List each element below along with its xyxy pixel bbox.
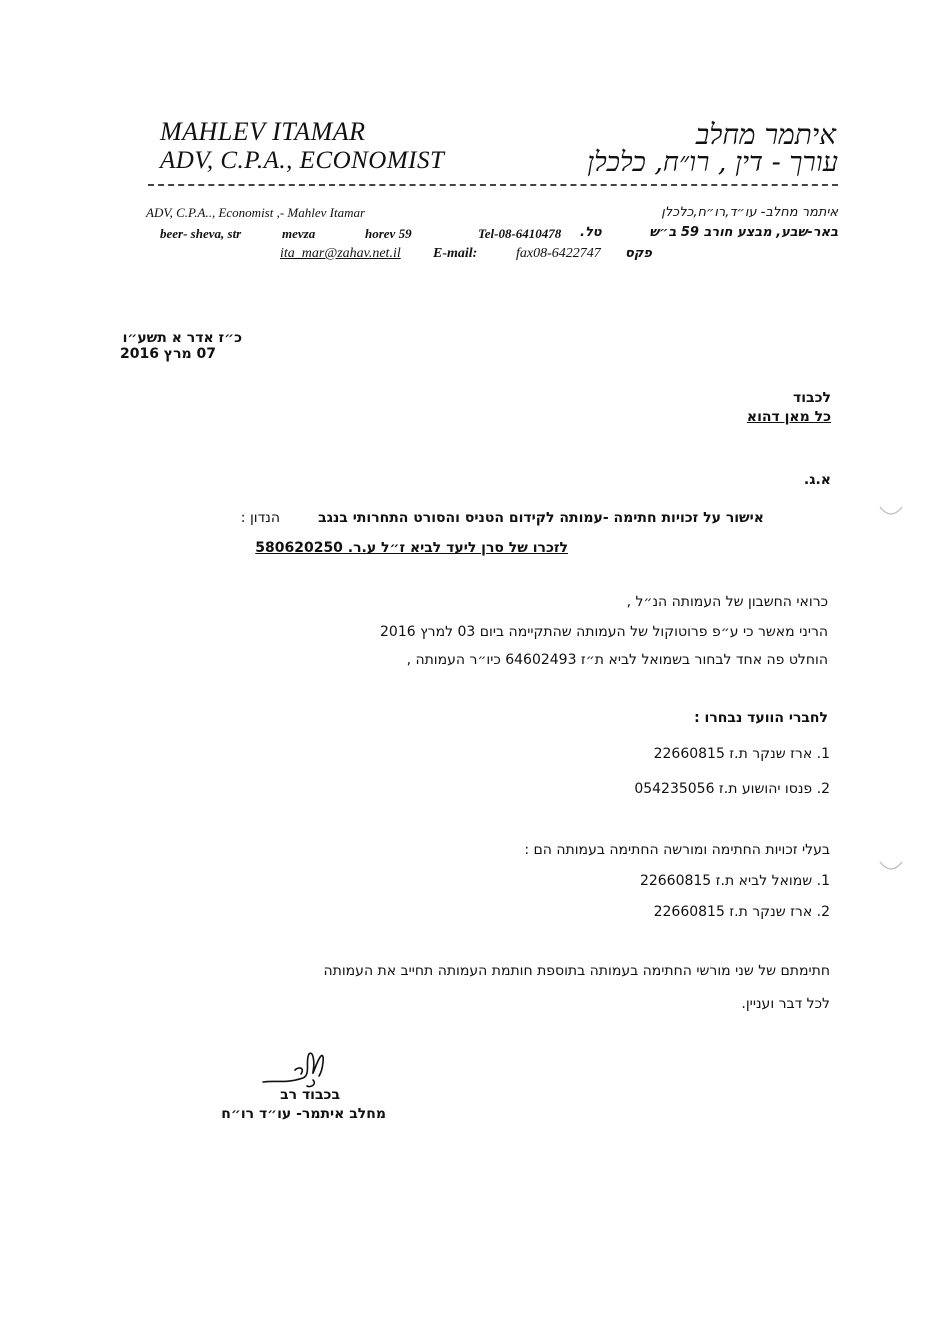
- signers-title: בעלי זכויות החתימה ומורשה החתימה בעמותה הם :: [524, 842, 830, 858]
- committee-member: 2. פנסו יהושוע ת.ז 054235056: [634, 781, 830, 797]
- body-paragraph: הריני מאשר כי ע״פ פרוטוקול של העמותה שהתקיימה ביום 03 למרץ 2016: [380, 624, 828, 640]
- signer-item: 2. ארז שנקר ת.ז 22660815: [653, 904, 830, 920]
- date-gregorian: 07 מרץ 2016: [119, 346, 216, 362]
- subject-text: אישור על זכויות חתימה -עמותה לקידום הטניס והסורט התחרותי בנגב: [318, 510, 764, 526]
- closing-line: לכל דבר ועניין.: [741, 996, 830, 1012]
- letterhead-divider: [148, 184, 838, 186]
- letterhead-name-en: MAHLEV ITAMAR: [160, 117, 366, 146]
- subject-line2: לזכרו של סרן ליעד לביא ז״ל ע.ר. 580620250: [255, 540, 568, 556]
- subject-label: הנדון :: [240, 510, 280, 526]
- date-hebrew: כ״ז אדר א תשע״ו: [122, 330, 242, 346]
- signoff-signer: מחלב איתמר- עו״ד רו״ח: [221, 1106, 386, 1122]
- signer-item: 1. שמואל לביא ת.ז 22660815: [639, 873, 830, 889]
- letterhead-title-he: עורך - דין , רו״ח, כלכלן: [587, 147, 838, 178]
- contact-phone-en: Tel-08-6410478: [478, 226, 562, 241]
- punch-hole-mark: [878, 505, 904, 519]
- body-paragraph: כרואי החשבון של העמותה הנ״ל ,: [626, 594, 828, 610]
- contact-address-number-en: horev 59: [365, 226, 412, 241]
- signoff-regards: בכבוד רב: [280, 1087, 340, 1103]
- greeting: א.ג.: [803, 472, 831, 488]
- contact-line-en: ADV, C.P.A.., Economist ,- Mahlev Itamar: [146, 205, 366, 220]
- recipient-name: כל מאן דהוא: [746, 409, 831, 425]
- committee-member: 1. ארז שנקר ת.ז 22660815: [653, 746, 830, 762]
- contact-email-link[interactable]: ita_mar@zahav.net.il: [280, 246, 401, 261]
- contact-address-street-en: mevza: [282, 226, 316, 241]
- contact-fax-label-he: פקס: [625, 246, 652, 261]
- recipient-label: לכבוד: [793, 390, 831, 406]
- body-paragraph: הוחלט פה אחד לבחור בשמואל לביא ת״ז 64602493 כיו״ר העמותה ,: [406, 652, 828, 668]
- letterhead-title-en: ADV, C.P.A., ECONOMIST: [160, 147, 445, 174]
- contact-phone-label-he: טל.: [580, 225, 602, 240]
- closing-line: חתימתם של שני מורשי החתימה בעמותה בתוספת חותמת העמותה תחייב את העמותה: [323, 963, 830, 979]
- contact-email-label: E-mail:: [433, 246, 478, 261]
- contact-address-city-en: beer- sheva, str: [160, 226, 242, 241]
- committee-title: לחברי הוועד נבחרו :: [694, 710, 828, 726]
- contact-address-he: באר-שבע, מבצע חורב 59 ב״ש: [649, 225, 838, 240]
- contact-fax-en: fax08-6422747: [516, 246, 601, 261]
- letterhead-name-he: איתמר מחלב: [695, 118, 836, 151]
- contact-line-he: איתמר מחלב- עו״ד,רו״ח,כלכלן: [661, 205, 838, 220]
- punch-hole-mark: [878, 860, 904, 874]
